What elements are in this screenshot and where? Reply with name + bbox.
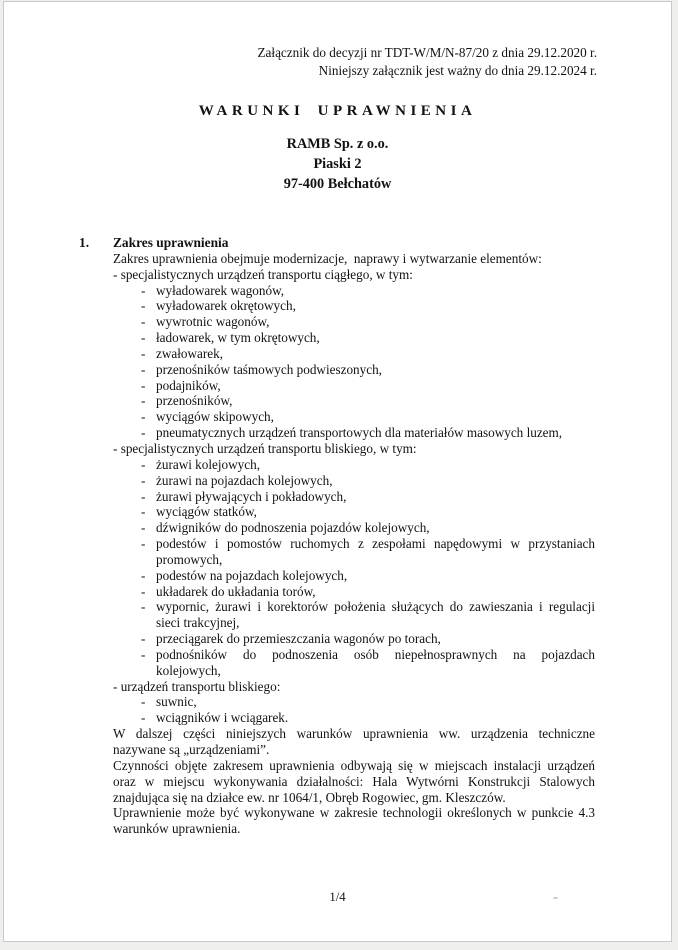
list-item-text: wciągników i wciągarek. [156,710,289,726]
list-item-text: suwnic, [156,694,197,710]
list-item [113,393,595,409]
list-item-text: żurawi pływających i pokładowych, [156,488,347,504]
annex-header-line-2: Niniejszy załącznik jest ważny do dnia 29.12.2024 r. [318,63,597,78]
paragraph-line: znajdująca się na działce ew. nr 1064/1, Obręb Rogowiec, gm. Kleszczów. [113,789,506,805]
list-item-text: wyciągów statków, [156,504,257,520]
list-item-line: podnośników do podnoszenia osób niepełnosprawnych na pojazdach [156,646,595,662]
list-item [113,694,595,710]
list-item [113,298,595,314]
list-item [113,520,595,536]
paragraph-line: oraz w miejscu wykonywania działalności: Hala Wytwórni Konstrukcji Stalowych [113,773,595,789]
list-item [113,409,595,425]
list-item [113,314,595,330]
paragraph-terminology [113,726,595,758]
list-item-text: wyciągów skipowych, [156,409,274,425]
list-item-text: pneumatycznych urządzeń transportowych dla materiałów masowych luzem, [156,425,563,441]
dash-bullet: - [141,583,146,599]
dash-bullet: - [141,710,146,726]
group-label-ciaglego: - specjalistycznych urządzeń transportu ciągłego, w tym: [113,266,413,282]
annex-header-line-1: Załącznik do decyzji nr TDT-W/M/N-87/20 z dnia 29.12.2020 r. [257,45,597,60]
document-page [3,1,672,942]
list-item-text: przenośników, [156,393,233,409]
list-item [113,536,595,568]
section-number: 1. [79,235,90,250]
document-title: WARUNKI UPRAWNIENIA [198,103,477,119]
list-item-line: wypornic, żurawi i korektorów położenia służących do zawieszania i regulacji [156,599,595,615]
dash-bullet: - [141,646,146,662]
dash-bullet: - [141,488,146,504]
dash-bullet: - [141,409,146,425]
dash-bullet: - [141,345,146,361]
section-content [79,235,595,837]
list-item-text: wyładowarek wagonów, [156,282,285,298]
list-item [113,457,595,473]
paragraph-line: nazywane są „urządzeniami”. [113,742,270,757]
dash-bullet: - [141,456,146,472]
list-item [113,584,595,600]
list-item-text: przeciągarek do przemieszczania wagonów po torach, [156,631,441,647]
dash-bullet: - [141,694,146,710]
list-item-text: zwałowarek, [156,345,223,361]
paragraph-location [113,758,595,806]
list-item-line: promowych, [156,551,223,567]
list-item [113,568,595,584]
list-item-text: podestów na pojazdach kolejowych, [156,567,348,583]
company-city: 97-400 Bełchatów [283,176,392,192]
page-number: 1/4 [329,890,346,904]
list-item-text: podajników, [156,377,221,393]
list-item [113,346,595,362]
list-item-text: żurawi na pojazdach kolejowych, [156,472,333,488]
group-label-bliskiego: - specjalistycznych urządzeń transportu bliskiego, w tym: [113,440,417,456]
list-item [113,473,595,489]
paragraph-technology [113,805,595,837]
list-item-text: ładowarek, w tym okrętowych, [156,330,320,346]
list-item-text: wyładowarek okrętowych, [156,298,296,314]
list-item-line: podestów i pomostów ruchomych z zespołami napędowymi w przystaniach [156,536,595,552]
dash-bullet: - [141,599,146,615]
section-title: Zakres uprawnienia [113,235,229,250]
list-item [113,362,595,378]
paragraph-line: Uprawnienie może być wykonywane w zakresie technologii określonych w punkcie 4.3 [113,805,595,821]
dash-bullet: - [141,393,146,409]
company-name: RAMB Sp. z o.o. [286,136,389,152]
list-item [113,631,595,647]
company-block [4,134,671,194]
dash-bullet: - [141,282,146,298]
list-item [113,710,595,726]
list-item-text: żurawi kolejowych, [156,456,260,472]
dash-bullet: - [141,298,146,314]
dash-bullet: - [141,536,146,552]
dash-bullet: - [141,314,146,330]
list-item-line: kolejowych, [156,662,221,678]
company-street: Piaski 2 [313,156,362,172]
list-item [113,504,595,520]
list-item-text: dźwigników do podnoszenia pojazdów kolejowych, [156,520,430,536]
dash-bullet: - [141,377,146,393]
list-item-text: przenośników taśmowych podwieszonych, [156,361,382,377]
dash-bullet: - [141,472,146,488]
list-item [113,647,595,679]
list-item [113,425,595,441]
list-item-line: sieci trakcyjnej, [156,615,240,631]
scan-artifact [553,897,558,899]
list-item-text: układarek do układania torów, [156,583,316,599]
list-item [113,599,595,631]
intro-line: Zakres uprawnienia obejmuje modernizacje, naprawy i wytwarzanie elementów: [113,250,542,266]
list-item-text: wywrotnic wagonów, [156,314,270,330]
section-heading-row [79,235,595,251]
dash-bullet: - [141,330,146,346]
dash-bullet: - [141,361,146,377]
list-item [113,283,595,299]
list-item [113,330,595,346]
list-item [113,378,595,394]
dash-bullet: - [141,425,146,441]
paragraph-line: W dalszej części niniejszych warunków uprawnienia ww. urządzenia techniczne [113,726,595,742]
list-item [113,489,595,505]
paragraph-line: Czynności objęte zakresem uprawnienia odbywają się w miejscach instalacji urządzeń [113,757,595,773]
dash-bullet: - [141,504,146,520]
annex-header [4,44,597,80]
dash-bullet: - [141,631,146,647]
dash-bullet: - [141,520,146,536]
paragraph-line: warunków uprawnienia. [113,821,241,837]
dash-bullet: - [141,567,146,583]
group-label-utb: - urządzeń transportu bliskiego: [113,678,281,694]
